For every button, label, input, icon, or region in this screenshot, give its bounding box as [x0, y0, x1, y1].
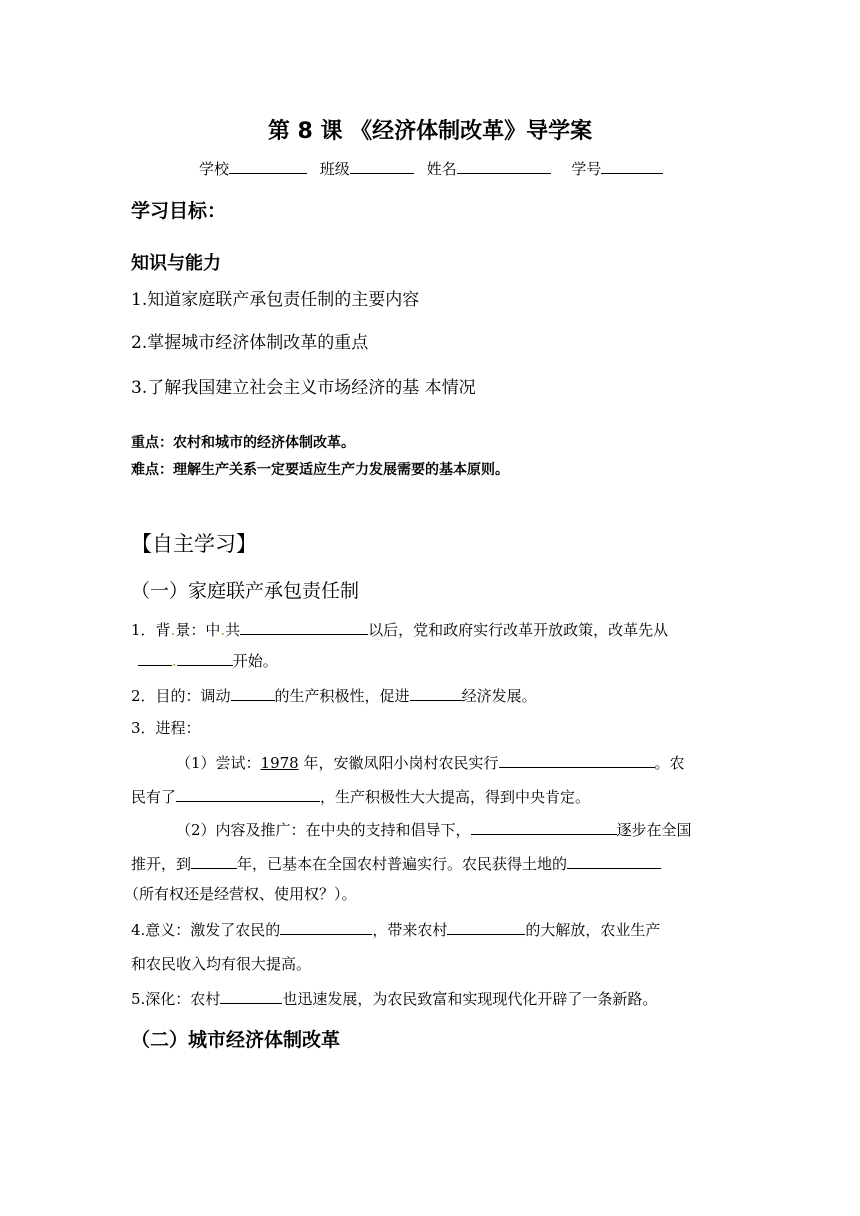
purpose-blank-1[interactable]	[231, 684, 275, 701]
promotion-blank-1[interactable]	[471, 818, 617, 835]
purpose-text: 2．目的：调动	[131, 686, 231, 705]
background-text: 1．背	[131, 620, 171, 639]
objective-1: 1.知道家庭联产承包责任制的主要内容	[131, 290, 420, 310]
name-label: 姓名	[426, 159, 457, 178]
purpose-line	[131, 684, 537, 706]
page-title: 第 8 课 《经济体制改革》导学案	[267, 119, 593, 144]
name-blank[interactable]	[457, 157, 551, 174]
trial-year: 1978	[260, 753, 299, 772]
promotion-line-2	[131, 852, 661, 874]
start-blank-b[interactable]	[177, 649, 233, 666]
significance-text: ，带来农村	[372, 920, 448, 939]
knowledge-heading: 知识与能力	[131, 253, 221, 274]
background-text: 开始。	[232, 651, 278, 670]
promotion-text: 逐步在全国	[616, 820, 692, 839]
objective-2: 2.掌握城市经济体制改革的重点	[131, 333, 369, 353]
section1-heading: （一）家庭联产承包责任制	[131, 580, 360, 602]
trial-text: 。农	[654, 753, 685, 772]
purpose-text: 经济发展。	[461, 686, 537, 705]
promotion-line-3: （所有权还是经营权、使用权？）。	[124, 885, 357, 903]
objective-3: 3.了解我国建立社会主义市场经济的基 本情况	[131, 378, 476, 398]
goals-heading: 学习目标：	[131, 200, 227, 222]
significance-text: 4.意义：激发了农民的	[131, 920, 281, 939]
school-blank[interactable]	[229, 157, 307, 174]
promotion-right-blank[interactable]	[567, 852, 661, 869]
background-line	[131, 618, 668, 640]
meeting-blank[interactable]	[240, 618, 368, 635]
class-blank[interactable]	[350, 157, 414, 174]
number-blank[interactable]	[601, 157, 663, 174]
trial-text: 民有了	[131, 787, 177, 806]
promotion-text: 推开，到	[131, 854, 192, 873]
background-text: 共	[225, 620, 241, 639]
background-text: 以后，党和政府实行改革开放政策，改革先从	[368, 620, 669, 639]
key-point: 重点：农村和城市的经济体制改革。	[131, 435, 355, 451]
trial-blank-2[interactable]	[176, 785, 320, 802]
trial-text: （1）尝试：	[176, 753, 261, 772]
significance-blank-1[interactable]	[280, 918, 372, 935]
promotion-line	[176, 818, 692, 840]
mark-dot: .	[220, 620, 226, 639]
deepening-text: 5.深化：农村	[131, 989, 221, 1008]
promotion-year-blank[interactable]	[191, 852, 237, 869]
section2-heading: （二）城市经济体制改革	[131, 1029, 341, 1051]
self-study-heading: 【自主学习】	[131, 532, 257, 556]
promotion-text: （2）内容及推广：在中央的支持和倡导下，	[176, 820, 471, 839]
school-label: 学校	[199, 159, 230, 178]
number-label: 学号	[571, 159, 602, 178]
class-label: 班级	[319, 159, 350, 178]
purpose-blank-2[interactable]	[410, 684, 462, 701]
start-blank-a[interactable]	[138, 649, 172, 666]
difficult-point: 难点：理解生产关系一定要适应生产力发展需要的基本原则。	[131, 462, 509, 478]
promotion-text: 年，已基本在全国农村普遍实行。农民获得土地的	[237, 854, 568, 873]
background-text: 景：中	[175, 620, 221, 639]
purpose-text: 的生产积极性，促进	[274, 686, 410, 705]
mark-dot: .	[172, 651, 177, 670]
significance-line-2: 和农民收入均有很大提高。	[131, 955, 312, 973]
deepening-blank[interactable]	[220, 987, 282, 1004]
trial-blank-1[interactable]	[499, 751, 655, 768]
student-info-line	[199, 157, 663, 179]
trial-line-2	[131, 785, 590, 807]
significance-line	[131, 918, 660, 940]
deepening-text: 也迅速发展，为农民致富和实现现代化开辟了一条新路。	[282, 989, 658, 1008]
trial-line	[176, 751, 685, 773]
process-line: 3．进程：	[131, 719, 201, 737]
mark-dot: .	[170, 620, 176, 639]
deepening-line	[131, 987, 657, 1009]
significance-blank-2[interactable]	[447, 918, 525, 935]
background-line-2	[138, 649, 278, 671]
significance-text: 的大解放，农业生产	[525, 920, 661, 939]
trial-text: ，生产积极性大大提高，得到中央肯定。	[320, 787, 591, 806]
trial-text: 年，安徽凤阳小岗村农民实行	[298, 753, 499, 772]
